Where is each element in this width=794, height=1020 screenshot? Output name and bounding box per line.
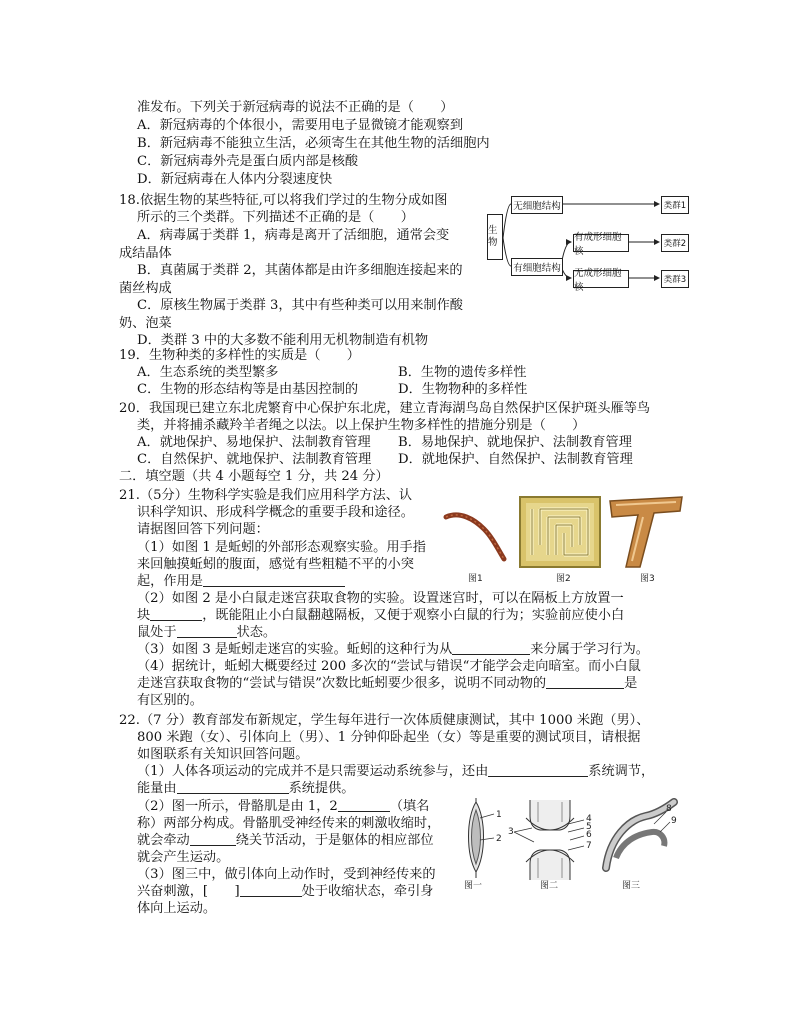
q22-part1-text-c: 能量由 — [137, 781, 177, 796]
q21-blank-3[interactable] — [177, 624, 237, 638]
q22-part2-line2: 称）两部分构成。骨骼肌受神经传来的刺激收缩时， — [137, 816, 441, 831]
q22-part2-line4: 就会产生运动。 — [137, 850, 230, 865]
q19-option-c: C．生物的形态结构等是由基因控制的 — [137, 382, 359, 397]
q21-part2-text-d: 状态。 — [236, 625, 277, 640]
q18-option-b-line2: 菌丝构成 — [119, 281, 172, 296]
diagram-has-cell-box: 有细胞结构 — [511, 258, 563, 276]
q21-part2-line2 — [137, 607, 624, 624]
label-7: 7 — [586, 841, 592, 851]
diagram-nucleus-box: 有成形细胞核 — [573, 234, 629, 252]
q22-part1-text-a: （1）人体各项运动的完成并不是只需要运动系统参与，还由 — [137, 764, 489, 779]
q20-option-a: A．就地保护、易地保护、法制教育管理 — [137, 435, 371, 450]
q21-part4-line1: （4）据统计，蚯蚓大概要经过 200 多次的“尝试与错误“才能学会走向暗室。而小白鼠 — [137, 659, 641, 674]
maze-figure — [520, 497, 600, 567]
q19-stem: 19．生物种类的多样性的实质是（ ） — [119, 348, 360, 363]
q21-part4-line2 — [137, 675, 637, 692]
section-fill-in-heading: 二．填空题（共 4 小题每空 1 分，共 24 分） — [119, 469, 389, 484]
diagram-no-nucleus-box: 无成形细胞核 — [573, 270, 629, 288]
q21-part2-text-a: 块 — [137, 608, 151, 623]
q21-stem-line1: 21.（5分）生物科学实验是我们应用科学方法、认 — [119, 488, 413, 503]
q18-option-a-line2: 成结晶体 — [119, 246, 172, 261]
q22-blank-5[interactable] — [240, 883, 302, 897]
label-6: 6 — [586, 830, 592, 840]
q17-option-c: C．新冠病毒外壳是蛋白质内部是核酸 — [137, 154, 359, 169]
q21-figures — [440, 495, 690, 583]
q22-blank-1[interactable] — [488, 763, 588, 777]
skeletal-muscle-figure — [469, 798, 495, 878]
q22-part2-text-d: 绕关节活动，于是躯体的相应部位 — [235, 833, 434, 848]
q22-part2-text-a: （2）图一所示，骨骼肌是由 1，2 — [137, 799, 338, 814]
q21-part4-line3: 有区别的。 — [137, 693, 203, 708]
q21-blank-2[interactable] — [150, 607, 202, 621]
q22-part2-text-c: 就会牵动 — [137, 833, 190, 848]
q19-option-d: D．生物物种的多样性 — [398, 382, 528, 397]
q17-option-b: B．新冠病毒不能独立生活，必须寄生在其他生物的活细胞内 — [137, 136, 490, 151]
q22-stem-line3: 如图联系有关知识回答问题。 — [137, 747, 309, 762]
label-9: 9 — [671, 816, 677, 826]
q20-stem-line2: 类，并将捕杀藏羚羊者绳之以法。以上保护生物多样性的措施分别是（ ） — [137, 418, 586, 433]
label-4: 4 — [586, 814, 592, 824]
diagram-no-cell-box: 无细胞结构 — [511, 196, 563, 214]
q21-figure-art — [440, 495, 690, 583]
q22-part3-text-b: 处于收缩状态，牵引身 — [301, 884, 434, 899]
q22-blank-2[interactable] — [177, 780, 289, 794]
fig1-caption: 图1 — [468, 574, 483, 584]
figC-caption: 图三 — [622, 881, 641, 891]
figA-caption: 图一 — [464, 881, 483, 891]
q21-part3-text-b: 来分属于学习行为。 — [530, 642, 649, 657]
q22-part2-text-b: （填名 — [389, 799, 430, 814]
label-3: 3 — [508, 827, 514, 837]
q21-part3 — [137, 641, 649, 658]
diagram-group2-box: 类群2 — [661, 234, 689, 252]
q21-part2-text-c: 鼠处于 — [137, 625, 177, 640]
q21-part1-line2: 来回触摸蚯蚓的腹面，感觉有些粗糙不平的小突 — [137, 557, 414, 572]
classification-diagram — [485, 190, 690, 295]
q18-stem-line2: 所示的三个类群。下列描述不正确的是（ ） — [137, 210, 414, 225]
q21-part3-text-a: （3）如图 3 是蚯蚓走迷宫的实验。蚯蚓的这种行为从 — [137, 642, 453, 657]
q21-blank-5[interactable] — [546, 675, 624, 689]
q21-part1-line3 — [137, 573, 345, 590]
label-8: 8 — [666, 804, 672, 814]
q22-part3-line1: （3）图三中，做引体向上动作时，受到神经传来的 — [137, 867, 436, 882]
q17-option-a: A．新冠病毒的个体很小，需要用电子显微镜才能观察到 — [137, 118, 464, 133]
q21-blank-1[interactable] — [203, 573, 345, 587]
q22-figure-art — [460, 798, 685, 890]
q21-part1-text: 起，作用是 — [137, 574, 203, 589]
arm-figure — [606, 802, 674, 868]
q19-option-a: A．生态系统的类型繁多 — [137, 365, 279, 380]
q18-option-b-line1: B．真菌属于类群 2，其菌体都是由许多细胞连接起来的 — [137, 263, 463, 278]
q17-stem: 准发布。下列关于新冠病毒的说法不正确的是（ ） — [137, 100, 454, 115]
q22-stem-line1: 22.（7 分）教育部发布新规定，学生每年进行一次体质健康测试，其中 1000 米跑（男）、 — [119, 713, 650, 728]
q22-blank-4[interactable] — [190, 832, 236, 846]
fig2-caption: 图2 — [556, 574, 571, 584]
q22-part1-line2 — [137, 780, 355, 797]
q18-stem-line1: 18.依据生物的某些特征,可以将我们学过的生物分成如图 — [119, 193, 448, 208]
q21-blank-4[interactable] — [452, 641, 530, 655]
figB-caption: 图二 — [540, 881, 559, 891]
q22-part3-line3: 体向上运动。 — [137, 901, 217, 916]
q22-figures — [460, 798, 685, 890]
diagram-group3-box: 类群3 — [661, 270, 689, 288]
q21-part1-line1: （1）如图 1 是蚯蚓的外部形态观察实验。用手指 — [137, 540, 426, 555]
q22-part1-text-d: 系统提供。 — [288, 781, 355, 796]
q18-option-d: D．类群 3 中的大多数不能利用无机物制造有机物 — [137, 333, 429, 348]
q20-option-b: B．易地保护、就地保护、法制教育管理 — [398, 435, 632, 450]
q20-stem-line1: 20．我国现已建立东北虎繁育中心保护东北虎，建立青海湖鸟岛自然保护区保护斑头雁等鸟 — [119, 401, 651, 416]
t-maze-figure — [610, 497, 682, 567]
q21-stem-line3: 请据图回答下列问题： — [137, 522, 269, 537]
q18-option-c-line2: 奶、泡菜 — [119, 316, 172, 331]
label-2: 2 — [496, 834, 502, 844]
q22-part2-line1 — [137, 798, 429, 815]
q19-option-b: B．生物的遗传多样性 — [398, 365, 527, 380]
q18-option-c-line1: C．原核生物属于类群 3，其中有些种类可以用来制作酸 — [137, 298, 463, 313]
q21-part2-text-b: ，既能阻止小白鼠翻越隔板，又便于观察小白鼠的行为；实验前应使小白 — [202, 608, 625, 623]
q20-option-c: C．自然保护、就地保护、法制教育管理 — [137, 452, 372, 467]
q22-stem-line2: 800 米跑（女）、引体向上（男）、1 分钟仰卧起坐（女）等是重要的测试项目，请根据 — [137, 730, 641, 745]
q22-part3-text-a: 兴奋刺激，[ ] — [137, 884, 240, 899]
fig3-caption: 图3 — [640, 574, 655, 584]
q22-part2-line3 — [137, 832, 434, 849]
q20-option-d: D．就地保护、自然保护、法制教育管理 — [398, 452, 633, 467]
label-5: 5 — [586, 822, 592, 832]
q22-part1-line1 — [137, 763, 654, 780]
q17-option-d: D．新冠病毒在人体内分裂速度快 — [137, 172, 333, 187]
diagram-root-box: 生物 — [487, 214, 503, 260]
q22-part3-line2 — [137, 883, 433, 900]
q22-part1-text-b: 系统调节， — [588, 764, 655, 779]
q21-part2-line3 — [137, 624, 276, 641]
q21-stem-line2: 识科学知识、形成科学概念的重要手段和途径。 — [137, 505, 414, 520]
diagram-group1-box: 类群1 — [661, 196, 689, 214]
q22-blank-3[interactable] — [338, 798, 390, 812]
joint-figure — [514, 800, 584, 880]
label-1: 1 — [496, 810, 502, 820]
q21-part4-text-a: 走迷宫获取食物的“尝试与错误”次数比蚯蚓要少很多，说明不同动物的 — [137, 676, 547, 691]
q21-part2-line1: （2）如图 2 是小白鼠走迷宫获取食物的实验。设置迷宫时，可以在隔板上方放置一 — [137, 591, 624, 606]
q18-option-a-line1: A．病毒属于类群 1，病毒是离开了活细胞，通常会变 — [137, 228, 450, 243]
q21-part4-text-b: 是 — [624, 676, 638, 691]
